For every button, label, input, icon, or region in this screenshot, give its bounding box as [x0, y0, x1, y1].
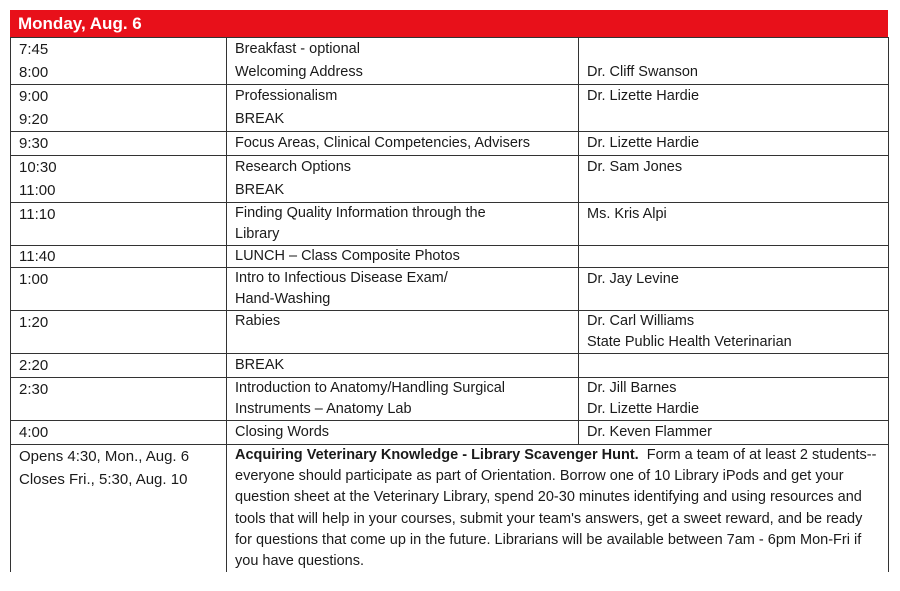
activity-cell [227, 378, 579, 421]
speaker-text: Dr. Lizette Hardie [587, 135, 700, 151]
time-text: 1:20 [19, 314, 49, 331]
activity-cell [227, 268, 579, 311]
speaker-cell [579, 354, 889, 378]
activity-cell [227, 38, 579, 85]
time-cell [11, 421, 227, 445]
speaker-cell [579, 203, 889, 246]
activity-text: Focus Areas, Clinical Competencies, Advisers [235, 135, 530, 151]
time-cell [11, 445, 227, 573]
time-text: 2:20 [19, 357, 49, 374]
speaker-cell [579, 246, 889, 268]
time-text: 9:30 [19, 135, 49, 152]
activity-text: Hand-Washing [235, 291, 331, 307]
activity-cell [227, 85, 579, 132]
time-text: 11:10 [19, 206, 56, 223]
table-row [11, 268, 889, 311]
activity-text: BREAK [235, 182, 285, 198]
scavenger-hunt-description [235, 445, 888, 572]
day-header: Monday, Aug. 6 [10, 10, 888, 37]
speaker-text [587, 354, 888, 377]
speaker-cell [579, 268, 889, 311]
table-row [11, 132, 889, 156]
table-row-scavenger-hunt [11, 445, 889, 573]
time-text: 7:45 [19, 41, 49, 58]
scavenger-hunt-cell [227, 445, 889, 573]
time-text: 10:30 [19, 159, 57, 176]
time-cell [11, 203, 227, 246]
activity-text: LUNCH – Class Composite Photos [235, 248, 460, 264]
activity-text: Finding Quality Information through the [235, 205, 486, 221]
time-cell [11, 132, 227, 156]
speaker-cell [579, 38, 889, 85]
activity-text: Introduction to Anatomy/Handling Surgical [235, 380, 506, 396]
activity-cell [227, 246, 579, 268]
time-text: 4:00 [19, 424, 49, 441]
activity-text: Professionalism [235, 88, 338, 104]
table-row [11, 38, 889, 85]
speaker-cell [579, 378, 889, 421]
time-text: Opens 4:30, Mon., Aug. 6 [19, 448, 190, 465]
table-row [11, 203, 889, 246]
activity-text: Intro to Infectious Disease Exam/ [235, 270, 448, 286]
speaker-cell [579, 85, 889, 132]
table-row [11, 85, 889, 132]
scavenger-hunt-body: Form a team of at least 2 students--everyone should participate as part of Orientation. Borrow one of 10 Library iPods and get your question sheet at the Veterinary Library, spend 20-30 minutes identifying and using resources and tools that will help in your courses, submit your team's answers, get a sweet reward, and be ready for questions that come up in the future. Librarians will be available between 7am - 6pm Mon-Fri if you have questions. [235, 447, 877, 570]
activity-cell [227, 203, 579, 246]
table-row [11, 378, 889, 421]
speaker-text: Dr. Cliff Swanson [587, 64, 698, 80]
time-text: 11:00 [19, 182, 56, 199]
time-cell [11, 378, 227, 421]
time-cell [11, 156, 227, 203]
activity-cell [227, 311, 579, 354]
activity-text: Breakfast - optional [235, 41, 360, 57]
speaker-text: State Public Health Veterinarian [587, 334, 792, 350]
schedule-frame [10, 10, 888, 591]
activity-cell [227, 421, 579, 445]
time-text: 2:30 [19, 381, 49, 398]
table-row [11, 311, 889, 354]
time-cell [11, 38, 227, 85]
speaker-text [587, 38, 888, 61]
time-text: 1:00 [19, 271, 49, 288]
schedule-table [10, 37, 889, 572]
scavenger-hunt-title: Acquiring Veterinary Knowledge - Library Scavenger Hunt. [235, 447, 639, 463]
time-cell [11, 246, 227, 268]
activity-cell [227, 354, 579, 378]
time-text: Closes Fri., 5:30, Aug. 10 [19, 471, 188, 488]
speaker-text: Ms. Kris Alpi [587, 206, 667, 222]
time-cell [11, 311, 227, 354]
activity-cell [227, 132, 579, 156]
activity-cell [227, 156, 579, 203]
time-text: 8:00 [19, 64, 49, 81]
time-cell [11, 268, 227, 311]
activity-text: Closing Words [235, 424, 330, 440]
activity-text: Welcoming Address [235, 64, 363, 80]
time-cell [11, 354, 227, 378]
time-text: 9:00 [19, 88, 49, 105]
speaker-text: Dr. Lizette Hardie [587, 401, 700, 417]
speaker-cell [579, 311, 889, 354]
speaker-text: Dr. Lizette Hardie [587, 88, 700, 104]
speaker-cell [579, 421, 889, 445]
time-text: 9:20 [19, 111, 49, 128]
activity-text: Instruments – Anatomy Lab [235, 401, 412, 417]
speaker-text: Dr. Jill Barnes [587, 380, 677, 396]
table-row [11, 421, 889, 445]
speaker-cell [579, 156, 889, 203]
time-cell [11, 85, 227, 132]
speaker-text: Dr. Jay Levine [587, 271, 679, 287]
activity-text: Research Options [235, 159, 352, 175]
table-row [11, 246, 889, 268]
speaker-text: Dr. Keven Flammer [587, 424, 712, 440]
speaker-cell [579, 132, 889, 156]
speaker-text [587, 246, 888, 267]
activity-text: Rabies [235, 313, 281, 329]
table-row [11, 156, 889, 203]
time-text: 11:40 [19, 248, 56, 265]
activity-text: BREAK [235, 111, 285, 127]
activity-text: Library [235, 226, 280, 242]
table-row [11, 354, 889, 378]
speaker-text: Dr. Carl Williams [587, 313, 695, 329]
activity-text: BREAK [235, 357, 285, 373]
speaker-text: Dr. Sam Jones [587, 159, 683, 175]
